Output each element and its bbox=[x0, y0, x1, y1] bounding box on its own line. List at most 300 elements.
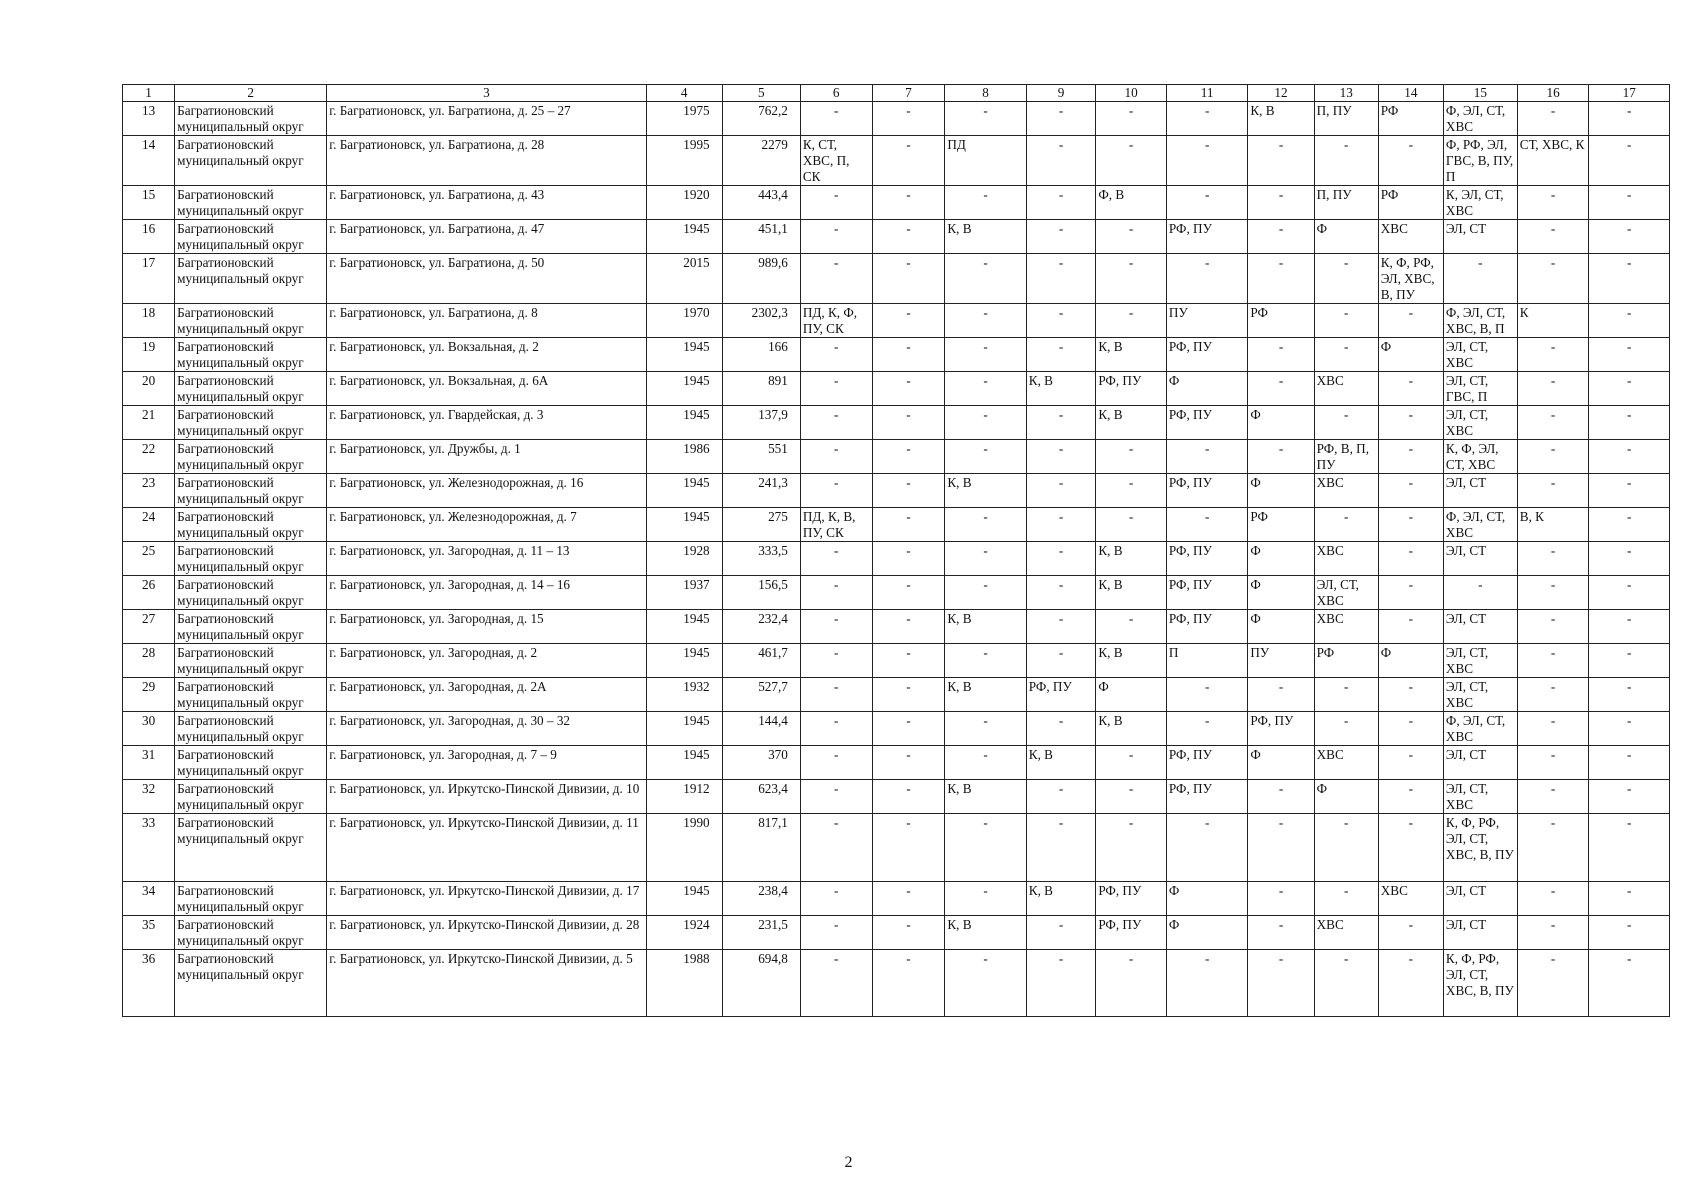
table-cell-col-3: г. Багратионовск, ул. Багратиона, д. 47 bbox=[327, 220, 646, 254]
table-cell-col-3: г. Багратионовск, ул. Гвардейская, д. 3 bbox=[327, 406, 646, 440]
table-cell-col-16: - bbox=[1517, 712, 1589, 746]
table-cell-col-7: - bbox=[872, 644, 945, 678]
table-cell-col-14: - bbox=[1378, 508, 1443, 542]
table-cell-col-5: 762,2 bbox=[722, 102, 800, 136]
table-cell-col-10: РФ, ПУ bbox=[1096, 882, 1167, 916]
table-cell-col-12: - bbox=[1248, 186, 1314, 220]
table-cell-col-15: - bbox=[1443, 576, 1517, 610]
table-row bbox=[123, 780, 1670, 814]
table-cell-col-5: 144,4 bbox=[722, 712, 800, 746]
table-cell-col-7: - bbox=[872, 372, 945, 406]
table-cell-col-8: - bbox=[945, 440, 1026, 474]
table-cell-col-12: - bbox=[1248, 780, 1314, 814]
table-cell-col-12: - bbox=[1248, 220, 1314, 254]
table-cell-col-16: - bbox=[1517, 186, 1589, 220]
table-cell-col-8: - bbox=[945, 644, 1026, 678]
table-cell-col-11: - bbox=[1166, 440, 1247, 474]
table-cell-col-15: ЭЛ, СТ, ХВС bbox=[1443, 338, 1517, 372]
table-cell-col-15: К, Ф, ЭЛ, СТ, ХВС bbox=[1443, 440, 1517, 474]
table-cell-col-7: - bbox=[872, 780, 945, 814]
table-cell-col-3: г. Багратионовск, ул. Загородная, д. 15 bbox=[327, 610, 646, 644]
table-cell-col-13: - bbox=[1314, 136, 1378, 186]
table-cell-col-8: - bbox=[945, 746, 1026, 780]
table-cell-col-3: г. Багратионовск, ул. Загородная, д. 2А bbox=[327, 678, 646, 712]
table-cell-col-8: - bbox=[945, 508, 1026, 542]
table-cell-col-6: - bbox=[800, 746, 872, 780]
table-cell-col-17: - bbox=[1589, 882, 1670, 916]
table-cell-col-14: - bbox=[1378, 474, 1443, 508]
table-cell-col-5: 989,6 bbox=[722, 254, 800, 304]
table-cell-col-11: - bbox=[1166, 508, 1247, 542]
table-cell-col-14: РФ bbox=[1378, 102, 1443, 136]
table-cell-col-10: - bbox=[1096, 814, 1167, 882]
table-cell-col-12: К, В bbox=[1248, 102, 1314, 136]
table-cell-col-13: РФ, В, П, ПУ bbox=[1314, 440, 1378, 474]
table-cell-col-2: Багратионовский муниципальный округ bbox=[175, 372, 327, 406]
table-cell-col-9: - bbox=[1026, 610, 1096, 644]
table-cell-col-10: - bbox=[1096, 780, 1167, 814]
table-cell-col-16: - bbox=[1517, 254, 1589, 304]
table-cell-col-2: Багратионовский муниципальный округ bbox=[175, 102, 327, 136]
table-cell-col-13: РФ bbox=[1314, 644, 1378, 678]
table-cell-col-2: Багратионовский муниципальный округ bbox=[175, 780, 327, 814]
table-cell-col-12: - bbox=[1248, 916, 1314, 950]
table-cell-col-6: - bbox=[800, 882, 872, 916]
table-cell-col-17: - bbox=[1589, 186, 1670, 220]
table-cell-col-5: 623,4 bbox=[722, 780, 800, 814]
table-row bbox=[123, 440, 1670, 474]
table-cell-col-2: Багратионовский муниципальный округ bbox=[175, 950, 327, 1017]
table-cell-col-14: РФ bbox=[1378, 186, 1443, 220]
table-cell-col-16: - bbox=[1517, 916, 1589, 950]
table-cell-col-11: - bbox=[1166, 102, 1247, 136]
table-cell-col-8: К, В bbox=[945, 916, 1026, 950]
table-cell-col-3: г. Багратионовск, ул. Иркутско-Пинской Дивизии, д. 5 bbox=[327, 950, 646, 1017]
table-cell-col-15: ЭЛ, СТ bbox=[1443, 474, 1517, 508]
table-cell-col-3: г. Багратионовск, ул. Багратиона, д. 25 – 27 bbox=[327, 102, 646, 136]
table-cell-col-14: - bbox=[1378, 304, 1443, 338]
table-cell-col-1: 27 bbox=[123, 610, 175, 644]
table-cell-col-13: ХВС bbox=[1314, 474, 1378, 508]
table-cell-col-6: - bbox=[800, 186, 872, 220]
table-cell-col-14: - bbox=[1378, 780, 1443, 814]
table-cell-col-14: - bbox=[1378, 678, 1443, 712]
table-row bbox=[123, 882, 1670, 916]
table-cell-col-16: - bbox=[1517, 338, 1589, 372]
table-cell-col-12: Ф bbox=[1248, 406, 1314, 440]
table-cell-col-10: К, В bbox=[1096, 338, 1167, 372]
table-cell-col-11: - bbox=[1166, 814, 1247, 882]
table-cell-col-8: К, В bbox=[945, 610, 1026, 644]
table-cell-col-16: - bbox=[1517, 814, 1589, 882]
table-cell-col-5: 137,9 bbox=[722, 406, 800, 440]
table-cell-col-2: Багратионовский муниципальный округ bbox=[175, 338, 327, 372]
table-cell-col-7: - bbox=[872, 576, 945, 610]
table-cell-col-8: - bbox=[945, 102, 1026, 136]
table-cell-col-4: 1975 bbox=[646, 102, 722, 136]
table-cell-col-5: 2279 bbox=[722, 136, 800, 186]
table-row bbox=[123, 644, 1670, 678]
table-cell-col-15: ЭЛ, СТ, ХВС bbox=[1443, 780, 1517, 814]
table-cell-col-17: - bbox=[1589, 916, 1670, 950]
table-cell-col-6: - bbox=[800, 254, 872, 304]
table-cell-col-8: К, В bbox=[945, 220, 1026, 254]
table-cell-col-5: 333,5 bbox=[722, 542, 800, 576]
table-cell-col-8: - bbox=[945, 576, 1026, 610]
table-cell-col-9: - bbox=[1026, 780, 1096, 814]
table-cell-col-5: 241,3 bbox=[722, 474, 800, 508]
table-cell-col-4: 1945 bbox=[646, 746, 722, 780]
table-cell-col-10: - bbox=[1096, 304, 1167, 338]
table-cell-col-12: Ф bbox=[1248, 576, 1314, 610]
table-cell-col-13: П, ПУ bbox=[1314, 102, 1378, 136]
table-cell-col-14: - bbox=[1378, 576, 1443, 610]
table-cell-col-10: - bbox=[1096, 136, 1167, 186]
table-cell-col-4: 1945 bbox=[646, 712, 722, 746]
table-cell-col-6: ПД, К, Ф, ПУ, СК bbox=[800, 304, 872, 338]
table-cell-col-9: - bbox=[1026, 186, 1096, 220]
table-cell-col-9: - bbox=[1026, 916, 1096, 950]
table-cell-col-1: 26 bbox=[123, 576, 175, 610]
table-cell-col-14: - bbox=[1378, 610, 1443, 644]
table-cell-col-12: - bbox=[1248, 814, 1314, 882]
table-cell-col-2: Багратионовский муниципальный округ bbox=[175, 542, 327, 576]
table-cell-col-5: 443,4 bbox=[722, 186, 800, 220]
table-cell-col-15: ЭЛ, СТ bbox=[1443, 220, 1517, 254]
table-cell-col-9: - bbox=[1026, 644, 1096, 678]
table-cell-col-4: 1995 bbox=[646, 136, 722, 186]
table-cell-col-7: - bbox=[872, 136, 945, 186]
table-cell-col-3: г. Багратионовск, ул. Железнодорожная, д. 16 bbox=[327, 474, 646, 508]
table-cell-col-13: ХВС bbox=[1314, 372, 1378, 406]
table-cell-col-3: г. Багратионовск, ул. Дружбы, д. 1 bbox=[327, 440, 646, 474]
table-cell-col-16: К bbox=[1517, 304, 1589, 338]
table-cell-col-11: Ф bbox=[1166, 372, 1247, 406]
table-cell-col-1: 23 bbox=[123, 474, 175, 508]
column-header-8: 8 bbox=[945, 85, 1026, 102]
table-row bbox=[123, 508, 1670, 542]
table-cell-col-16: - bbox=[1517, 678, 1589, 712]
column-header-2: 2 bbox=[175, 85, 327, 102]
table-cell-col-12: РФ bbox=[1248, 304, 1314, 338]
table-cell-col-2: Багратионовский муниципальный округ bbox=[175, 644, 327, 678]
column-header-14: 14 bbox=[1378, 85, 1443, 102]
column-header-5: 5 bbox=[722, 85, 800, 102]
table-cell-col-2: Багратионовский муниципальный округ bbox=[175, 610, 327, 644]
table-cell-col-15: ЭЛ, СТ bbox=[1443, 746, 1517, 780]
column-header-15: 15 bbox=[1443, 85, 1517, 102]
table-cell-col-4: 1945 bbox=[646, 474, 722, 508]
table-cell-col-10: - bbox=[1096, 220, 1167, 254]
table-cell-col-1: 13 bbox=[123, 102, 175, 136]
table-cell-col-16: - bbox=[1517, 406, 1589, 440]
table-cell-col-16: - bbox=[1517, 644, 1589, 678]
table-cell-col-2: Багратионовский муниципальный округ bbox=[175, 186, 327, 220]
table-cell-col-10: - bbox=[1096, 254, 1167, 304]
table-cell-col-5: 817,1 bbox=[722, 814, 800, 882]
table-cell-col-3: г. Багратионовск, ул. Вокзальная, д. 6А bbox=[327, 372, 646, 406]
table-cell-col-3: г. Багратионовск, ул. Иркутско-Пинской Дивизии, д. 10 bbox=[327, 780, 646, 814]
table-cell-col-17: - bbox=[1589, 746, 1670, 780]
table-cell-col-14: - bbox=[1378, 814, 1443, 882]
table-row bbox=[123, 304, 1670, 338]
table-row bbox=[123, 542, 1670, 576]
table-cell-col-2: Багратионовский муниципальный округ bbox=[175, 576, 327, 610]
table-cell-col-3: г. Багратионовск, ул. Вокзальная, д. 2 bbox=[327, 338, 646, 372]
table-cell-col-8: - bbox=[945, 814, 1026, 882]
table-cell-col-17: - bbox=[1589, 814, 1670, 882]
table-cell-col-2: Багратионовский муниципальный округ bbox=[175, 882, 327, 916]
table-cell-col-4: 1945 bbox=[646, 372, 722, 406]
table-cell-col-6: - bbox=[800, 406, 872, 440]
table-cell-col-4: 1928 bbox=[646, 542, 722, 576]
table-cell-col-6: - bbox=[800, 814, 872, 882]
table-cell-col-15: ЭЛ, СТ bbox=[1443, 610, 1517, 644]
table-cell-col-7: - bbox=[872, 916, 945, 950]
table-cell-col-13: ХВС bbox=[1314, 542, 1378, 576]
table-cell-col-16: В, К bbox=[1517, 508, 1589, 542]
table-cell-col-9: - bbox=[1026, 814, 1096, 882]
table-cell-col-7: - bbox=[872, 338, 945, 372]
table-cell-col-8: - bbox=[945, 254, 1026, 304]
table-cell-col-11: Ф bbox=[1166, 916, 1247, 950]
table-cell-col-1: 20 bbox=[123, 372, 175, 406]
table-cell-col-3: г. Багратионовск, ул. Багратиона, д. 43 bbox=[327, 186, 646, 220]
table-cell-col-8: - bbox=[945, 542, 1026, 576]
table-cell-col-3: г. Багратионовск, ул. Багратиона, д. 28 bbox=[327, 136, 646, 186]
table-cell-col-1: 34 bbox=[123, 882, 175, 916]
table-cell-col-9: - bbox=[1026, 304, 1096, 338]
table-cell-col-7: - bbox=[872, 186, 945, 220]
table-cell-col-17: - bbox=[1589, 678, 1670, 712]
table-row bbox=[123, 102, 1670, 136]
table-cell-col-7: - bbox=[872, 440, 945, 474]
table-cell-col-12: Ф bbox=[1248, 474, 1314, 508]
table-cell-col-11: РФ, ПУ bbox=[1166, 474, 1247, 508]
table-row bbox=[123, 950, 1670, 1017]
table-cell-col-1: 19 bbox=[123, 338, 175, 372]
table-cell-col-6: - bbox=[800, 950, 872, 1017]
table-row bbox=[123, 916, 1670, 950]
table-cell-col-1: 15 bbox=[123, 186, 175, 220]
table-cell-col-5: 451,1 bbox=[722, 220, 800, 254]
table-cell-col-1: 30 bbox=[123, 712, 175, 746]
table-cell-col-5: 156,5 bbox=[722, 576, 800, 610]
table-cell-col-2: Багратионовский муниципальный округ bbox=[175, 712, 327, 746]
table-cell-col-10: - bbox=[1096, 610, 1167, 644]
table-cell-col-12: Ф bbox=[1248, 542, 1314, 576]
table-cell-col-1: 35 bbox=[123, 916, 175, 950]
table-cell-col-17: - bbox=[1589, 576, 1670, 610]
table-cell-col-15: К, ЭЛ, СТ, ХВС bbox=[1443, 186, 1517, 220]
table-cell-col-4: 1937 bbox=[646, 576, 722, 610]
table-cell-col-1: 21 bbox=[123, 406, 175, 440]
column-header-16: 16 bbox=[1517, 85, 1589, 102]
table-cell-col-9: - bbox=[1026, 542, 1096, 576]
table-cell-col-10: Ф bbox=[1096, 678, 1167, 712]
column-header-11: 11 bbox=[1166, 85, 1247, 102]
table-cell-col-6: - bbox=[800, 712, 872, 746]
table-cell-col-14: - bbox=[1378, 746, 1443, 780]
table-cell-col-10: К, В bbox=[1096, 576, 1167, 610]
table-cell-col-1: 32 bbox=[123, 780, 175, 814]
table-cell-col-15: Ф, РФ, ЭЛ, ГВС, В, ПУ, П bbox=[1443, 136, 1517, 186]
table-cell-col-6: - bbox=[800, 610, 872, 644]
housing-register-table bbox=[122, 84, 1670, 1017]
table-cell-col-16: СТ, ХВС, К bbox=[1517, 136, 1589, 186]
table-cell-col-7: - bbox=[872, 814, 945, 882]
table-cell-col-17: - bbox=[1589, 102, 1670, 136]
table-cell-col-5: 166 bbox=[722, 338, 800, 372]
table-cell-col-13: - bbox=[1314, 712, 1378, 746]
table-cell-col-13: ХВС bbox=[1314, 916, 1378, 950]
table-cell-col-10: К, В bbox=[1096, 712, 1167, 746]
table-cell-col-10: РФ, ПУ bbox=[1096, 916, 1167, 950]
table-cell-col-4: 1945 bbox=[646, 508, 722, 542]
table-cell-col-14: К, Ф, РФ, ЭЛ, ХВС, В, ПУ bbox=[1378, 254, 1443, 304]
table-cell-col-15: ЭЛ, СТ bbox=[1443, 882, 1517, 916]
table-cell-col-13: - bbox=[1314, 814, 1378, 882]
table-cell-col-13: - bbox=[1314, 304, 1378, 338]
column-header-12: 12 bbox=[1248, 85, 1314, 102]
table-cell-col-5: 231,5 bbox=[722, 916, 800, 950]
table-cell-col-11: - bbox=[1166, 712, 1247, 746]
table-cell-col-4: 1945 bbox=[646, 406, 722, 440]
table-cell-col-14: - bbox=[1378, 542, 1443, 576]
table-cell-col-5: 694,8 bbox=[722, 950, 800, 1017]
table-cell-col-5: 461,7 bbox=[722, 644, 800, 678]
table-cell-col-8: К, В bbox=[945, 780, 1026, 814]
table-cell-col-10: - bbox=[1096, 102, 1167, 136]
table-row bbox=[123, 372, 1670, 406]
table-cell-col-9: - bbox=[1026, 338, 1096, 372]
table-cell-col-3: г. Багратионовск, ул. Багратиона, д. 50 bbox=[327, 254, 646, 304]
table-cell-col-10: К, В bbox=[1096, 542, 1167, 576]
table-cell-col-8: К, В bbox=[945, 474, 1026, 508]
table-cell-col-17: - bbox=[1589, 780, 1670, 814]
table-cell-col-8: К, В bbox=[945, 678, 1026, 712]
table-cell-col-9: - bbox=[1026, 254, 1096, 304]
table-cell-col-15: К, Ф, РФ, ЭЛ, СТ, ХВС, В, ПУ bbox=[1443, 814, 1517, 882]
table-cell-col-9: К, В bbox=[1026, 746, 1096, 780]
table-cell-col-4: 1986 bbox=[646, 440, 722, 474]
table-cell-col-11: РФ, ПУ bbox=[1166, 338, 1247, 372]
table-body bbox=[123, 102, 1670, 1017]
table-cell-col-2: Багратионовский муниципальный округ bbox=[175, 254, 327, 304]
table-cell-col-3: г. Багратионовск, ул. Загородная, д. 7 – 9 bbox=[327, 746, 646, 780]
table-cell-col-3: г. Багратионовск, ул. Загородная, д. 30 – 32 bbox=[327, 712, 646, 746]
column-header-9: 9 bbox=[1026, 85, 1096, 102]
table-cell-col-4: 1924 bbox=[646, 916, 722, 950]
table-row bbox=[123, 678, 1670, 712]
table-cell-col-16: - bbox=[1517, 780, 1589, 814]
table-cell-col-15: К, Ф, РФ, ЭЛ, СТ, ХВС, В, ПУ bbox=[1443, 950, 1517, 1017]
table-cell-col-12: ПУ bbox=[1248, 644, 1314, 678]
table-cell-col-1: 33 bbox=[123, 814, 175, 882]
table-cell-col-15: - bbox=[1443, 254, 1517, 304]
table-cell-col-13: - bbox=[1314, 406, 1378, 440]
table-cell-col-3: г. Багратионовск, ул. Загородная, д. 14 – 16 bbox=[327, 576, 646, 610]
table-cell-col-1: 36 bbox=[123, 950, 175, 1017]
table-cell-col-17: - bbox=[1589, 136, 1670, 186]
table-cell-col-17: - bbox=[1589, 542, 1670, 576]
table-cell-col-6: - bbox=[800, 474, 872, 508]
table-cell-col-9: - bbox=[1026, 136, 1096, 186]
table-cell-col-17: - bbox=[1589, 474, 1670, 508]
table-cell-col-6: - bbox=[800, 576, 872, 610]
table-cell-col-7: - bbox=[872, 102, 945, 136]
table-cell-col-14: - bbox=[1378, 712, 1443, 746]
table-cell-col-3: г. Багратионовск, ул. Железнодорожная, д. 7 bbox=[327, 508, 646, 542]
table-cell-col-17: - bbox=[1589, 254, 1670, 304]
column-header-1: 1 bbox=[123, 85, 175, 102]
table-cell-col-16: - bbox=[1517, 576, 1589, 610]
table-cell-col-17: - bbox=[1589, 220, 1670, 254]
table-cell-col-9: - bbox=[1026, 406, 1096, 440]
table-cell-col-3: г. Багратионовск, ул. Загородная, д. 11 – 13 bbox=[327, 542, 646, 576]
table-cell-col-11: РФ, ПУ bbox=[1166, 542, 1247, 576]
table-cell-col-6: - bbox=[800, 372, 872, 406]
table-cell-col-9: - bbox=[1026, 950, 1096, 1017]
table-cell-col-7: - bbox=[872, 610, 945, 644]
table-cell-col-8: - bbox=[945, 304, 1026, 338]
table-cell-col-5: 551 bbox=[722, 440, 800, 474]
document-sheet bbox=[122, 84, 1670, 1017]
table-cell-col-14: - bbox=[1378, 372, 1443, 406]
table-cell-col-13: ХВС bbox=[1314, 746, 1378, 780]
table-cell-col-4: 1912 bbox=[646, 780, 722, 814]
table-cell-col-15: Ф, ЭЛ, СТ, ХВС bbox=[1443, 102, 1517, 136]
table-cell-col-9: - bbox=[1026, 474, 1096, 508]
table-cell-col-10: - bbox=[1096, 950, 1167, 1017]
table-cell-col-3: г. Багратионовск, ул. Багратиона, д. 8 bbox=[327, 304, 646, 338]
table-cell-col-14: - bbox=[1378, 950, 1443, 1017]
table-cell-col-16: - bbox=[1517, 372, 1589, 406]
table-cell-col-6: ПД, К, В, ПУ, СК bbox=[800, 508, 872, 542]
table-cell-col-13: П, ПУ bbox=[1314, 186, 1378, 220]
table-cell-col-12: - bbox=[1248, 882, 1314, 916]
table-cell-col-11: - bbox=[1166, 254, 1247, 304]
table-row bbox=[123, 406, 1670, 440]
table-cell-col-4: 1945 bbox=[646, 610, 722, 644]
table-cell-col-8: - bbox=[945, 372, 1026, 406]
table-cell-col-1: 29 bbox=[123, 678, 175, 712]
table-cell-col-14: Ф bbox=[1378, 644, 1443, 678]
table-cell-col-17: - bbox=[1589, 338, 1670, 372]
table-cell-col-9: - bbox=[1026, 576, 1096, 610]
table-row bbox=[123, 338, 1670, 372]
table-cell-col-12: РФ bbox=[1248, 508, 1314, 542]
table-cell-col-14: ХВС bbox=[1378, 882, 1443, 916]
table-cell-col-4: 1945 bbox=[646, 220, 722, 254]
table-cell-col-4: 1990 bbox=[646, 814, 722, 882]
table-cell-col-11: РФ, ПУ bbox=[1166, 406, 1247, 440]
table-cell-col-7: - bbox=[872, 304, 945, 338]
table-row bbox=[123, 712, 1670, 746]
table-cell-col-6: - bbox=[800, 678, 872, 712]
table-cell-col-16: - bbox=[1517, 220, 1589, 254]
table-cell-col-15: Ф, ЭЛ, СТ, ХВС bbox=[1443, 508, 1517, 542]
table-cell-col-3: г. Багратионовск, ул. Иркутско-Пинской Дивизии, д. 17 bbox=[327, 882, 646, 916]
table-cell-col-2: Багратионовский муниципальный округ bbox=[175, 406, 327, 440]
table-cell-col-8: - bbox=[945, 406, 1026, 440]
table-cell-col-13: Ф bbox=[1314, 780, 1378, 814]
table-cell-col-16: - bbox=[1517, 542, 1589, 576]
table-cell-col-4: 1920 bbox=[646, 186, 722, 220]
table-cell-col-11: - bbox=[1166, 136, 1247, 186]
table-cell-col-11: РФ, ПУ bbox=[1166, 746, 1247, 780]
table-cell-col-7: - bbox=[872, 542, 945, 576]
